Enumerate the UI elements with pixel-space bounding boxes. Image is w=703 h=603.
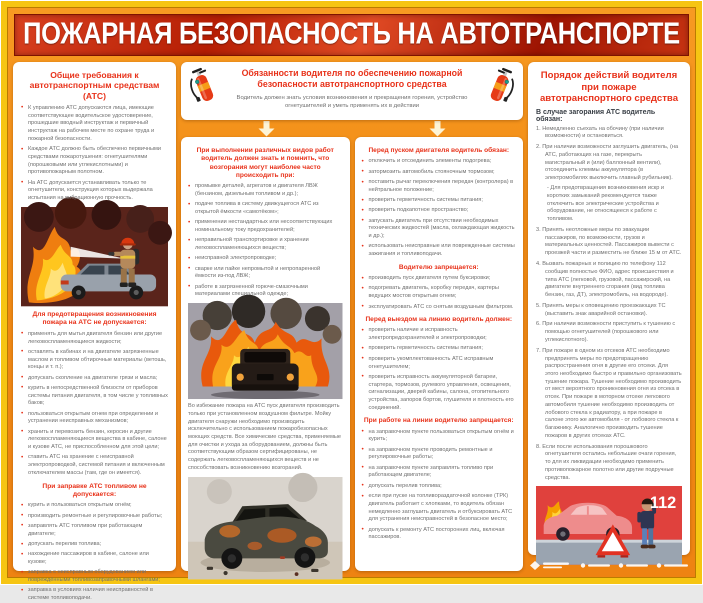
list-item: • заправлять АТС топливом при работающем двигателе;: [21, 523, 168, 538]
list-item: • производить ремонтные и регулировочные работы;: [21, 513, 168, 521]
fire-extinguisher-icon: [480, 61, 524, 114]
list-item: • производить пуск двигателя путем буксировки;: [362, 275, 517, 283]
list-item: • подогревать двигатель, коробку передач, картеры ведущих мостов открытым огнем;: [362, 285, 517, 300]
list-item: • проверить наличие и исправность электропредохранителей и электропроводки;: [362, 327, 517, 342]
firefighter-extinguishing-car-image: [21, 207, 168, 306]
driver-rules-panel: [355, 137, 524, 571]
fire-causes-panel: [181, 137, 350, 571]
fire-actions-column: [528, 62, 690, 571]
driver-duties-panels: [181, 137, 523, 571]
before-engine-start-header: Перед пуском двигателя водитель обязан:: [368, 147, 510, 155]
list-item: • применении нестандартных или несоответствующих номинальному току предохранителей;: [188, 219, 343, 234]
fire-causes-header: При выполнении различных видов работ водитель должен знать и помнить, что возгорания могут наиболее часто происходить при:: [196, 147, 334, 179]
list-item: • подаче топлива в систему движущегося АТС из открытой ёмкости «самотёком»;: [188, 201, 343, 216]
list-item: • запускать двигатель при отсутствии необходимых технических жидкостей (масла, охлаждающая жидкость и др.);: [362, 218, 517, 241]
list-item: • на заправочном пункте пользоваться открытым огнём и курить;: [362, 429, 517, 444]
fire-extinguisher-icon: [181, 61, 225, 114]
list-item: • хранить и перевозить бензин, керосин и другие легковоспламеняющиеся вещества в кабине, салоне и кузове АТС, не приспособленном для этой цели;: [21, 429, 168, 452]
driver-duties-column: [181, 62, 523, 571]
list-item: • допускать скопление на двигателе грязи и масла;: [21, 375, 168, 383]
down-arrow-icon: [429, 121, 446, 137]
list-item: • курить и пользоваться открытым огнём;: [21, 502, 168, 510]
list-item: • На АТС допускается устанавливать только те огнетушители, конструкция которых выдержала испытания на вибрационную прочность.: [21, 180, 168, 203]
prevention-list: [21, 331, 168, 478]
before-departure-header: Перед выездом на линию водитель должен:: [365, 316, 513, 324]
list-item: • эксплуатировать АТС со снятым воздушным фильтром.: [362, 304, 517, 312]
footer-logo-icon: [530, 561, 540, 570]
list-item: • использовать неисправные или поврежденные системы зажигания и топливоподачи.: [362, 243, 517, 258]
car-front-shape: [232, 349, 299, 391]
call-112-image: [536, 486, 682, 565]
footer-phone-icon: [581, 563, 585, 567]
list-item: • ставить АТС на хранение с неисправной электропроводкой, системой питания и включенным отключателем массы (там, где он имеется).: [21, 454, 168, 477]
poster-title-bar: [14, 14, 689, 56]
list-item: • сварке или пайке непромытой и непропаренной ёмкости из-под ЛВЖ;: [188, 266, 343, 281]
general-requirements-card: [13, 62, 176, 602]
general-requirements-list: [21, 105, 168, 203]
list-item: • на заправочном пункте проводить ремонтные и регулировочные работы;: [362, 447, 517, 462]
list-item: Немедленно съехать на обочину (при наличии возможности) и остановиться.: [542, 125, 664, 140]
fire-actions-subheader: В случае загорания АТС водитель обязан:: [536, 108, 656, 123]
list-item: Вызвать пожарных и полицию по телефону 112 сообщив полностью ФИО, адрес происшествия и типа АТС (легковой, грузовой, пассажирский, на двигателе внутреннего сгорания (вид топлива бензин, газ, ДТ), электромобиль, на водороде).: [542, 261, 674, 298]
poster-inner: [7, 7, 696, 602]
list-item: • работе в загрязненной горюче-смазочными материалами специальной одежде;: [188, 284, 343, 299]
fire-causes-list: [188, 183, 343, 299]
fire-actions-header: Порядок действий водителя при пожаре автотранспортного средства: [539, 70, 679, 104]
down-arrow-icon: [258, 121, 275, 137]
fire-actions-steps: [536, 126, 682, 483]
list-item: • поставить рычаг переключения передач (контролера) в нейтральное положение;: [362, 179, 517, 194]
list-item: • проверить герметичность системы питания;: [362, 197, 517, 205]
burning-car-front-image: [188, 303, 343, 399]
list-item: • допускать к ремонту АТС посторонних лиц, включая пассажиров.: [362, 527, 517, 542]
list-item: • проверить исправность аккумуляторной батареи, стартера, тормозов, рулевого управления, освещения, сигнализации, дверей кабины, салона, отопительного устройства, запоров бортов, глушителя и плотность его соединений.: [362, 374, 517, 413]
driver-duties-header: Обязанности водителя по обеспечению пожарной безопасности автотранспортного средства: [241, 68, 463, 89]
on-route-forbidden-list: [362, 429, 517, 542]
list-item: • если при пуске на топливораздаточной колонке (ТРК) двигатель работает с хлопками, то водитель обязан немедленно заглушить двигатель и отбуксировать АТС для устранения неисправностей в безопасное место;: [362, 493, 517, 524]
emergency-number-112: 112: [649, 494, 677, 513]
list-item: При пожаре в одном из отсеков АТС необходимо предпринять меры по предотвращению распространения огня в другие его отсеки. Для этого необходимо быстро и правильно организовать тушение пожара. Тушение необходимо производить от мест вероятного проникновения огня из отсека в отсек. При пожаре в моторном отсеке легкового автомобиля тушение необходимо производить от лобового стекла к радиатору, а при пожаре в салоне этого же автомобиля - от лобового стекла к багажнику. Аналогично производить тушение пожаров в других отсеках АТС.: [542, 347, 682, 439]
list-item: • оставлять в кабинах и на двигателе загрязненные маслом и топливом обтирочные материалы (ветошь, концы и т. п.);: [21, 349, 168, 372]
list-item: • пользоваться открытым огнем при определении и устранении неисправных механизмов;: [21, 411, 168, 426]
list-item: • проверить герметичность системы питания;: [362, 345, 517, 353]
driver-duties-header-card: [181, 62, 523, 120]
refueling-section-header: При заправке АТС топливом не допускается:: [42, 482, 147, 498]
list-item: • заправка с неисправным оборудованием или повреждёнными топливозаправочными шлангами;: [21, 569, 168, 584]
list-item: • отключить и отсоединить элементы подогрева;: [362, 158, 517, 166]
engine-start-paragraph: Во избежание пожара на АТС пуск двигателя производить только при установленном воздушном фильтре. Мойку двигателя снаружи необходимо производить исключительно с использованием пожаробезопасных моющих средств. Все химические средства, применяемые для очистки и ухода за оборудованием, должны быть соответствующим образом сертифицированы, не содержать легковоспламеняющихся веществ и не способствовать возникновению возгораний.: [188, 403, 342, 471]
list-item: • курить в непосредственной близости от приборов системы питания двигателя, в том числе у топливных баков;: [21, 385, 168, 408]
footer-logos: [528, 559, 690, 571]
list-item: • допускать перелив топлива;: [362, 483, 517, 491]
list-item: • Каждое АТС должно быть обеспечено первичными средствами пожаротушения: огнетушителями (порошковыми или углекислотными) и противопожарным полотном.: [21, 146, 168, 177]
general-requirements-header: Общие требования к автотранспортным средствам (АТС): [29, 70, 160, 101]
before-engine-start-list: [362, 158, 517, 258]
list-item: • проверить укомплектованность АТС исправным огнетушителем;: [362, 356, 517, 371]
poster-columns: [12, 62, 691, 602]
list-item: [536, 144, 682, 224]
poster-title: ПОЖАРНАЯ БЕЗОПАСНОСТЬ НА АВТОТРАНСПОРТЕ: [23, 17, 680, 51]
list-item: • К управлению АТС допускаются лица, имеющие соответствующее водительское удостоверение, прошедшие вводный инструктаж и первичный инструктаж на рабочем месте по охране труда и пожарной безопасности.: [21, 105, 168, 144]
footer-mail-icon: [657, 563, 661, 567]
burnt-car-image: [188, 477, 343, 579]
prevention-section-header: Для предотвращения возникновения пожара на АТС не допускается:: [32, 311, 157, 327]
list-item: • на заправочном пункте заправлять топливо при работающем двигателе;: [362, 465, 517, 480]
driver-forbidden-header: Водителю запрещается:: [398, 263, 479, 271]
driver-forbidden-list: [362, 275, 517, 311]
on-route-forbidden-header: При работе на линии водителю запрещается:: [363, 417, 514, 425]
list-item: • допускать перелив топлива;: [21, 541, 168, 549]
footer-globe-icon: [619, 563, 623, 567]
list-item: • неправильной транспортировке и хранении легковоспламеняющихся веществ;: [188, 237, 343, 252]
before-departure-list: [362, 327, 517, 412]
fire-actions-card: [528, 62, 690, 555]
driver-duties-subheader: Водитель должен знать условия возникновения и прекращения горения, устройство огнетушителей и уметь применять их в действии: [236, 94, 468, 109]
footer-contacts-icons: [529, 560, 689, 571]
refueling-list: [21, 502, 168, 602]
list-item-text: При наличии возможности заглушить двигатель, (на АТС, работающих на газе, перекрыть магистральный и (или) баллонный вентили), отсоединить клеммы аккумулятора (в электромобилях выключить главный рубильник).: [542, 144, 679, 181]
list-item: При наличии возможности приступить к тушению с помощью огнетушителей (порошкового или углекислотного).: [542, 321, 676, 343]
list-item: Если после использования порошкового огнетушителя остались небольшие очаги горения, то для их ликвидации необходимо применить противопожарное полотно или другие подручные средства.: [542, 443, 677, 481]
list-item: Принять меры к оповещению проезжающих ТС (выставить знак аварийной остановки).: [542, 302, 666, 317]
list-item: • неисправной электропроводке;: [188, 255, 343, 263]
list-item: • промывке деталей, агрегатов и двигателя ЛВЖ (бензином, дизельным топливом и др.);: [188, 183, 343, 198]
list-item: • нахождение пассажиров в кабине, салоне или кузове;: [21, 551, 168, 566]
list-item: • затормозить автомобиль стояночным тормозом;: [362, 169, 517, 177]
list-item: • заправка в условиях наличия неисправностей в системе топливоподачи.: [21, 587, 168, 602]
list-item: • проверить подкапотное пространство;: [362, 207, 517, 215]
arrows-row: [181, 120, 523, 137]
list-item-note: - Для предотвращения возникновения искр и коротких замыканий рекомендуется также отключить все электрические устройства и оборудование, не относящееся к работе с топливом.: [547, 185, 664, 223]
list-item: Принять неотложные меры по эвакуации пассажиров, по возможности, грузов и материальных ценностей. Пассажиров вывести с проезжей части и разместить не ближе 15 м от АТС.: [542, 227, 682, 257]
list-item: • применять для мытья двигателя бензин или другие легковоспламеняющиеся жидкости;: [21, 331, 168, 346]
